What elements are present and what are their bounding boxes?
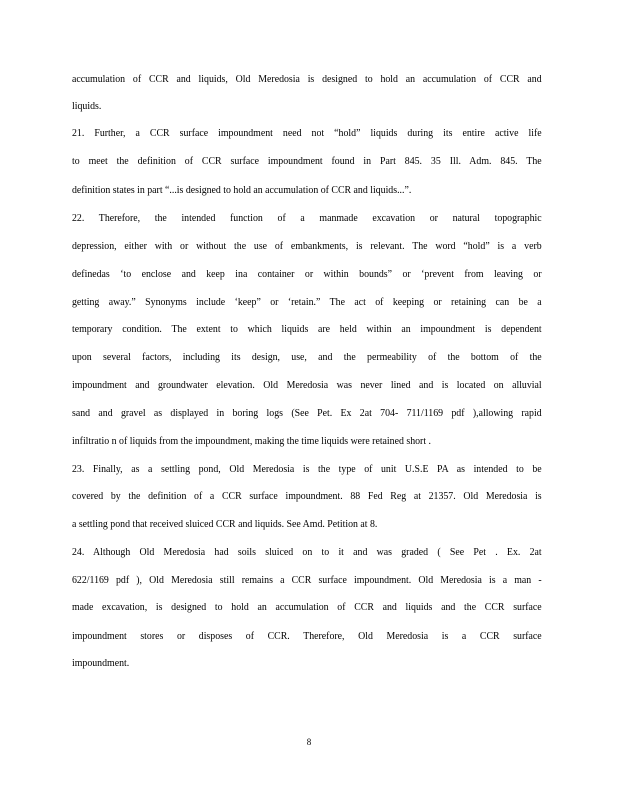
text-line: infiltratio n of liquids from the impoundment, making the time liquids were retained short . [72,436,431,447]
text-line: getting away.” Synonyms include ‘keep” or ‘retain.” The act of keeping or retaining can be a [72,297,542,308]
text-line: definition states in part “...is designed to hold an accumulation of CCR and liquids...”. [72,185,412,196]
text-line: depression, either with or without the use of embankments, is relevant. The word “hold” is a verb [72,241,542,252]
text-line: impoundment stores or disposes of CCR. Therefore, Old Meredosia is a CCR surface [72,631,542,642]
text-line: to meet the definition of CCR surface impoundment found in Part 845. 35 Ill. Adm. 845. The [72,156,542,167]
text-line: impoundment and groundwater elevation. Old Meredosia was never lined and is located on alluvial [72,380,542,391]
text-line: definedas ‘to enclose and keep ina container or within bounds” or ‘prevent from leaving or [72,269,542,280]
text-line: 622/1169 pdf ), Old Meredosia still remains a CCR surface impoundment. Old Meredosia is a man - [72,575,542,586]
text-line: upon several factors, including its design, use, and the permeability of the bottom of the [72,352,542,363]
text-line: impoundment. [72,658,130,669]
text-line: accumulation of CCR and liquids, Old Meredosia is designed to hold an accumulation of CCR and [72,74,542,85]
page-number: 8 [306,737,312,747]
text-line: liquids. [72,101,102,112]
text-line: a settling pond that received sluiced CCR and liquids. See Amd. Petition at 8. [72,519,378,530]
text-line: made excavation, is designed to hold an accumulation of CCR and liquids and the CCR surface [72,602,542,613]
text-line: 22. Therefore, the intended function of a manmade excavation or natural topographic [72,213,542,224]
text-line: temporary condition. The extent to which liquids are held within an impoundment is dependent [72,324,542,335]
text-line: 23. Finally, as a settling pond, Old Meredosia is the type of unit U.S.E PA as intended to be [72,464,542,475]
text-line: 21. Further, a CCR surface impoundment need not “hold” liquids during its entire active life [72,128,542,139]
text-line: sand and gravel as displayed in boring logs (See Pet. Ex 2at 704- 711/1169 pdf ),allowing rapid [72,408,542,419]
text-line: 24. Although Old Meredosia had soils sluiced on to it and was graded ( See Pet . Ex. 2at [72,547,542,558]
text-line: covered by the definition of a CCR surface impoundment. 88 Fed Reg at 21357. Old Meredosia is [72,491,542,502]
